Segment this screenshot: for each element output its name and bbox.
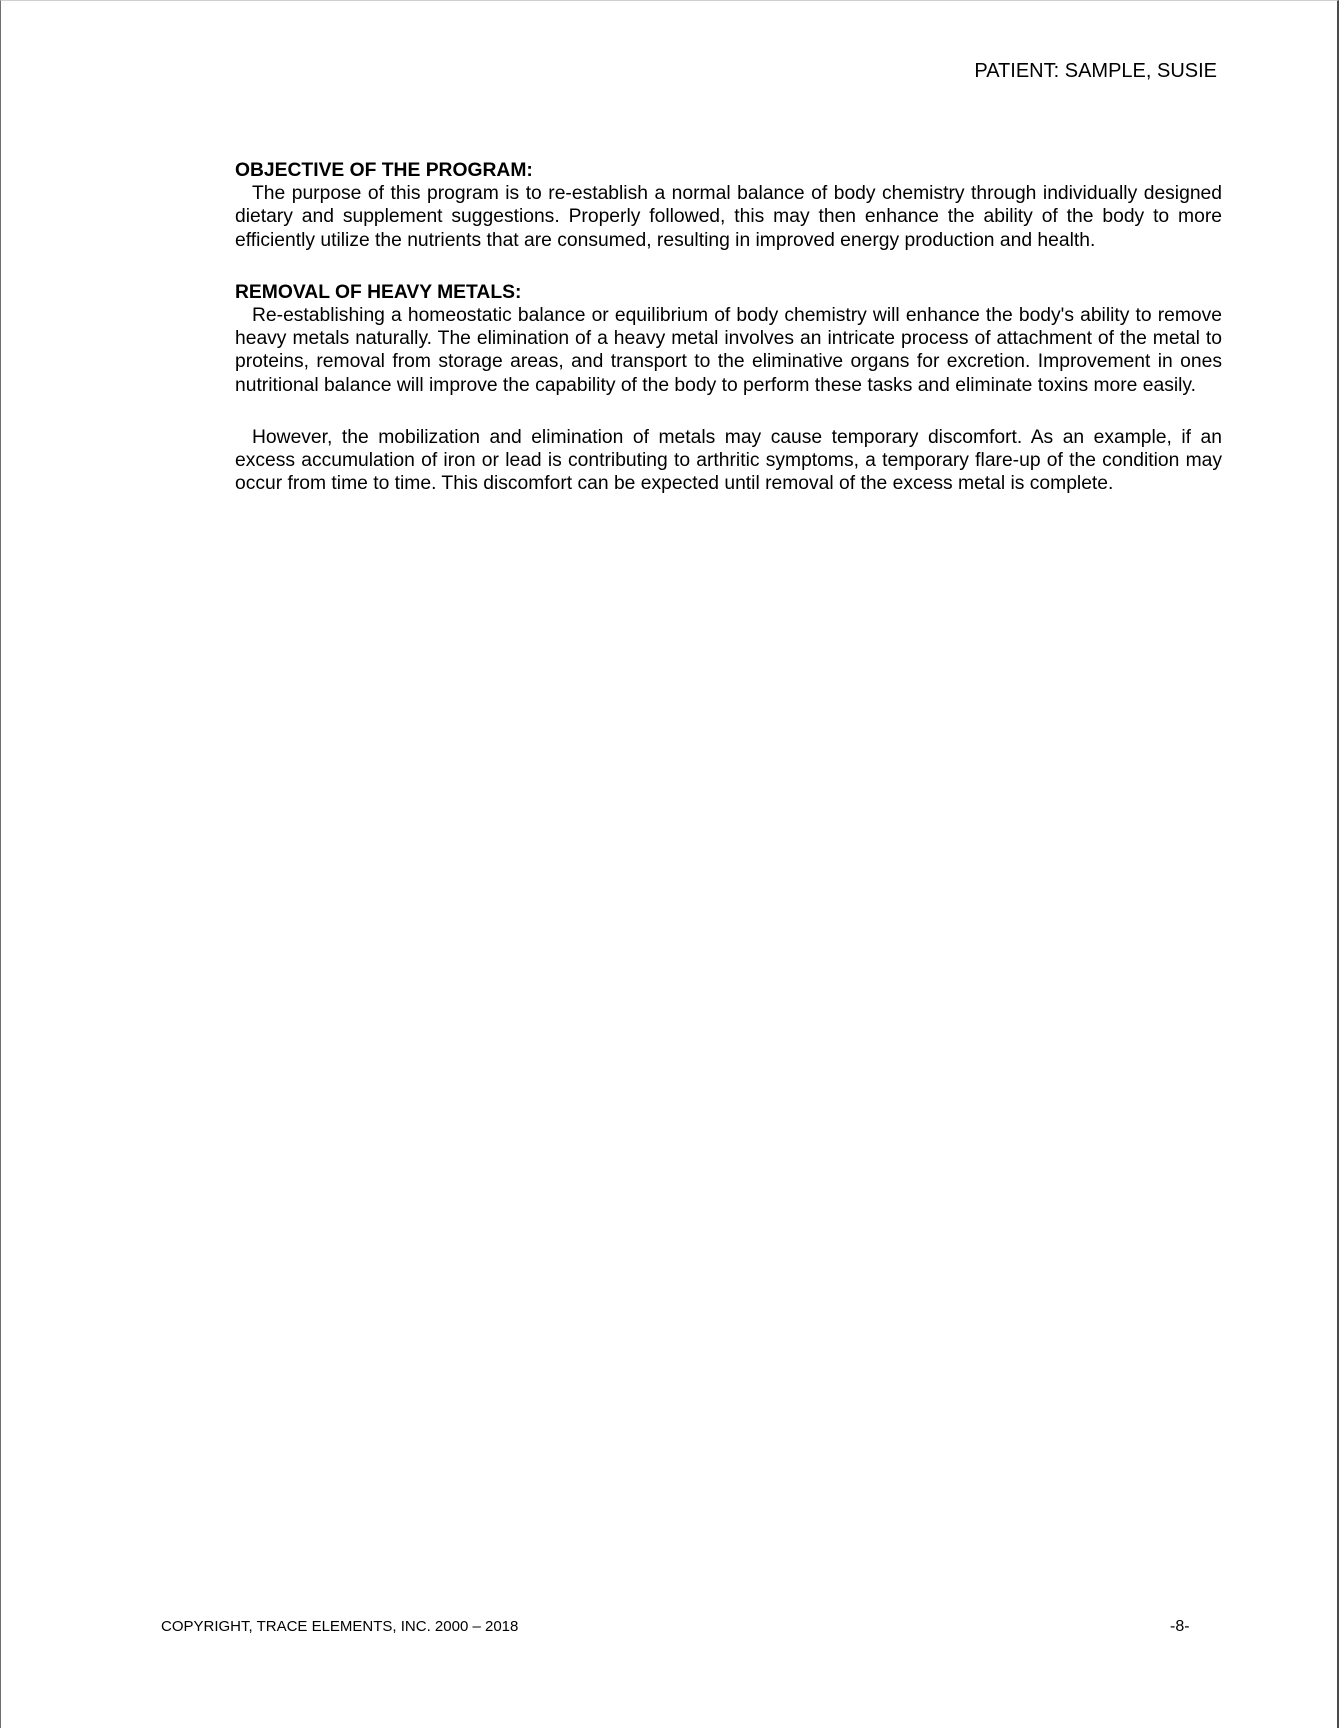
section-heading: REMOVAL OF HEAVY METALS: xyxy=(235,281,522,303)
page-body xyxy=(235,159,1222,524)
paragraph: The purpose of this program is to re-establish a normal balance of body chemistry through individually designed dietary and supplement suggestions. Properly followed, this may then enhance the ability of the body to more efficiently utilize the nutrients that are consumed, resulting in improved energy production and health. xyxy=(235,183,1222,251)
section-discomfort-note xyxy=(235,426,1222,496)
footer-copyright: COPYRIGHT, TRACE ELEMENTS, INC. 2000 – 2018 xyxy=(161,1618,519,1635)
patient-header: PATIENT: SAMPLE, SUSIE xyxy=(974,60,1217,82)
paragraph: Re-establishing a homeostatic balance or equilibrium of body chemistry will enhance the body's ability to remove heavy metals naturally. The elimination of a heavy metal involves an intricate process of attachment of the metal to proteins, removal from storage areas, and transport to the eliminative organs for excretion. Improvement in ones nutritional balance will improve the capability of the body to perform these tasks and eliminate toxins more easily. xyxy=(235,305,1222,396)
page-number: -8- xyxy=(1170,1618,1190,1635)
paragraph: However, the mobilization and elimination of metals may cause temporary discomfort. As an example, if an excess accumulation of iron or lead is contributing to arthritic symptoms, a temporary flare-up of the condition may occur from time to time. This discomfort can be expected until removal of the excess metal is complete. xyxy=(235,426,1222,495)
section-heavy-metals xyxy=(235,281,1222,397)
section-heading: OBJECTIVE OF THE PROGRAM: xyxy=(235,160,533,181)
section-objective xyxy=(235,159,1222,252)
